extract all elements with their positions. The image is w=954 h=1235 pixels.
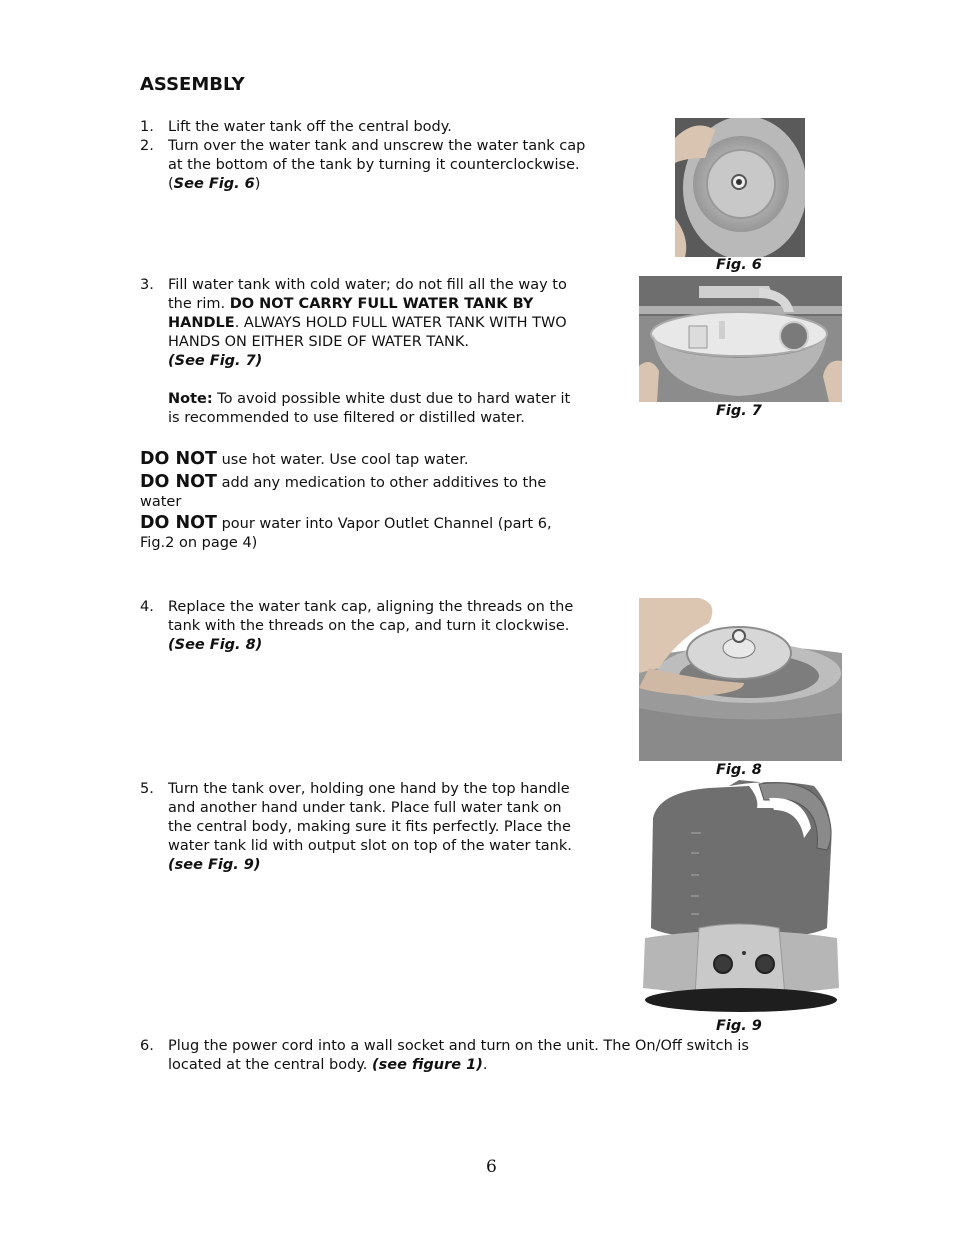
step-text — [168, 1037, 838, 1075]
step-line: Fill water tank with cold water; do not fill all the way to — [168, 277, 567, 293]
step-line: Turn over the water tank and unscrew the water tank cap — [168, 138, 586, 154]
figure-7-image — [639, 276, 842, 402]
step-line: (See Fig. 6) — [168, 176, 261, 192]
step-line: is recommended to use filtered or distilled water. — [168, 410, 525, 426]
warning-hot-water: DO NOT use hot water. Use cool tap water. — [140, 449, 469, 469]
step-line: the rim. DO NOT CARRY FULL WATER TANK BY — [168, 296, 534, 312]
step-line: water tank lid with output slot on top of the water tank. — [168, 838, 572, 854]
step-2 — [140, 137, 660, 197]
warning-keyword: DO NOT — [140, 449, 217, 469]
step-6 — [140, 1037, 840, 1077]
page-number: 6 — [486, 1157, 497, 1177]
note: Note: To avoid possible white dust due to hard water it — [168, 391, 571, 407]
figure-6-caption: Fig. 6 — [716, 257, 762, 273]
warning-text: HANDLE — [168, 315, 235, 331]
step-line: and another hand under tank. Place full water tank on — [168, 800, 562, 816]
step-text — [168, 780, 638, 875]
figure-reference: (See Fig. 7) — [168, 353, 263, 369]
figure-9-image — [639, 778, 842, 1018]
step-4 — [140, 598, 640, 658]
warning-keyword: DO NOT — [140, 513, 217, 533]
figure-reference: (see figure 1) — [372, 1057, 483, 1073]
step-number: 5. — [140, 781, 154, 797]
warning-line: Fig.2 on page 4) — [140, 535, 258, 551]
step-5 — [140, 780, 640, 880]
warning-medication: DO NOT add any medication to other additives to the water — [140, 473, 610, 512]
warning-keyword: DO NOT — [140, 472, 217, 492]
note-label: Note: — [168, 391, 213, 407]
filling-tank-photo — [639, 276, 842, 402]
step-3 — [140, 276, 640, 436]
step-text: Lift the water tank off the central body. — [168, 119, 452, 135]
warning-vapor-outlet: DO NOT pour water into Vapor Outlet Channel (part 6, Fig.2 on page 4) — [140, 514, 610, 553]
figure-9-caption: Fig. 9 — [716, 1018, 762, 1034]
step-text — [168, 598, 638, 655]
step-line: located at the central body. (see figure 1). — [168, 1057, 488, 1073]
step-line: at the bottom of the tank by turning it counterclockwise. — [168, 157, 580, 173]
replacing-cap-photo — [639, 598, 842, 761]
step-line: Plug the power cord into a wall socket and turn on the unit. The On/Off switch is — [168, 1038, 749, 1054]
step-line: the central body, making sure it fits perfectly. Place the — [168, 819, 571, 835]
humidifier-photo — [639, 778, 842, 1018]
step-line: Turn the tank over, holding one hand by the top handle — [168, 781, 570, 797]
figure-6-image — [675, 118, 805, 257]
water-tank-cap-photo — [675, 118, 805, 257]
figure-reference: (see Fig. 9) — [168, 857, 261, 873]
warning-line: water — [140, 494, 182, 510]
step-line: Replace the water tank cap, aligning the threads on the — [168, 599, 574, 615]
step-line: HANDS ON EITHER SIDE OF WATER TANK. — [168, 334, 469, 350]
step-number: 6. — [140, 1038, 154, 1054]
step-text — [168, 137, 658, 194]
figure-reference: See Fig. 6 — [173, 176, 255, 192]
section-heading: ASSEMBLY — [140, 74, 245, 95]
step-line: tank with the threads on the cap, and turn it clockwise. — [168, 618, 570, 634]
step-text — [168, 276, 638, 428]
step-number: 4. — [140, 599, 154, 615]
warning-text: DO NOT CARRY FULL WATER TANK BY — [229, 296, 534, 312]
figure-8-caption: Fig. 8 — [716, 762, 762, 778]
step-number: 2. — [140, 138, 154, 154]
figure-7-caption: Fig. 7 — [716, 403, 762, 419]
figure-reference: (See Fig. 8) — [168, 637, 263, 653]
figure-8-image — [639, 598, 842, 761]
step-line: HANDLE. ALWAYS HOLD FULL WATER TANK WITH TWO — [168, 315, 567, 331]
step-number: 1. — [140, 119, 154, 135]
step-number: 3. — [140, 277, 154, 293]
